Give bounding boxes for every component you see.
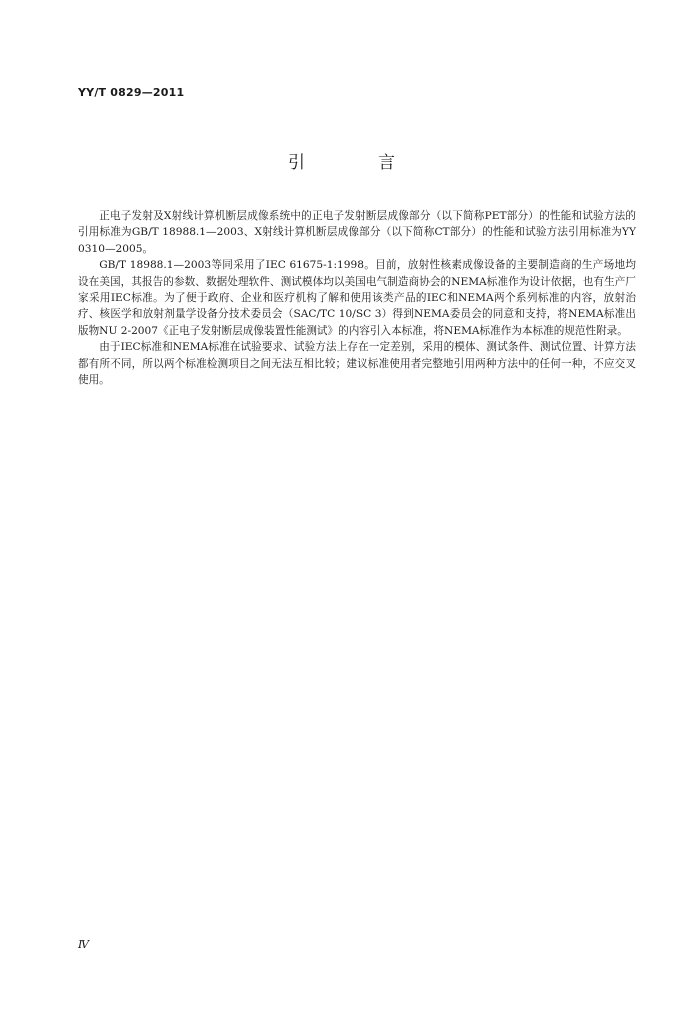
paragraph: GB/T 18988.1—2003等同采用了IEC 61675-1:1998。目前，放射性核素成像设备的主要制造商的生产场地均设在美国，其报告的参数、数据处理软件、测试模体均以美国电气制造商协会的NEMA标准作为设计依据，也有生产厂家采用IEC标准。为了便于政府、企业和医疗机构了解和使用该类产品的IEC和NEMA两个系列标准的内容，放射治疗、核医学和放射剂量学设备分技术委员会（SAC/TC 10/SC 3）得到NEMA委员会的同意和支持，将NEMA标准出版物NU 2-2007《正电子发射断层成像装置性能测试》的内容引入本标准，将NEMA标准作为本标准的规范性附录。: [78, 259, 636, 337]
page-number: Ⅳ: [78, 938, 89, 951]
standard-code: YY/T 0829—2011: [78, 86, 185, 99]
body-text: [78, 208, 636, 388]
paragraph: 由于IEC标准和NEMA标准在试验要求、试验方法上存在一定差别，采用的模体、测试条件、测试位置、计算方法都有所不同，所以两个标准检测项目之间无法互相比较；建议标准使用者完整地引用两种方法中的任何一种，不应交叉使用。: [78, 341, 636, 387]
page-title: 引 言: [288, 153, 423, 173]
paragraph: 正电子发射及X射线计算机断层成像系统中的正电子发射断层成像部分（以下简称PET部分）的性能和试验方法的引用标准为GB/T 18988.1—2003、X射线计算机断层成像部分（以下简称CT部分）的性能和试验方法引用标准为YY 0310—2005。: [78, 210, 636, 255]
